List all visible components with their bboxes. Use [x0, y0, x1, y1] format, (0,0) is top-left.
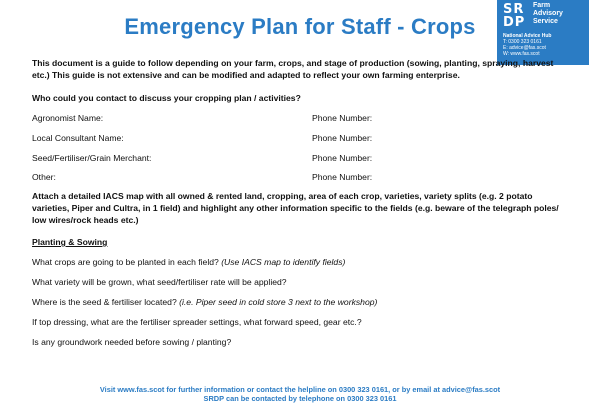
contact-label: Agronomist Name:	[32, 113, 104, 123]
contact-row	[32, 112, 373, 124]
contact-label: Seed/Fertiliser/Grain Merchant:	[32, 153, 152, 163]
contact-label: Other:	[32, 172, 56, 182]
logo-name-line: Advisory	[533, 10, 563, 17]
logo-letters	[503, 3, 529, 29]
page-title: Emergency Plan for Staff - Crops	[124, 14, 476, 39]
question-text: What variety will be grown, what seed/fertiliser rate will be applied?	[32, 277, 287, 287]
contacts-question: Who could you contact to discuss your cropping plan / activities?	[32, 93, 301, 103]
contact-phone-label: Phone Number:	[312, 153, 373, 163]
contact-phone-label: Phone Number:	[312, 172, 373, 182]
question-item	[32, 276, 287, 288]
question-text: If top dressing, what are the fertiliser spreader settings, what forward speed, gear etc.?	[32, 317, 362, 327]
contact-row	[32, 132, 373, 144]
contact-phone-label: Phone Number:	[312, 113, 373, 123]
question-text: Is any groundwork needed before sowing / planting?	[32, 337, 232, 347]
logo-web: W: www.fas.scot	[503, 51, 540, 57]
question-hint: (Use IACS map to identify fields)	[221, 257, 346, 267]
logo-contact	[503, 33, 589, 57]
question-text: Where is the seed & fertiliser located?	[32, 297, 180, 307]
footer-line: SRDP can be contacted by telephone on 0300 323 0161	[203, 394, 397, 403]
logo-name-line: Farm	[533, 2, 551, 9]
logo-letter: R	[513, 2, 525, 17]
question-item	[32, 256, 345, 268]
contact-label: Local Consultant Name:	[32, 133, 124, 143]
question-item	[32, 296, 377, 308]
question-item	[32, 336, 231, 348]
contact-phone-label: Phone Number:	[312, 133, 373, 143]
question-text: What crops are going to be planted in each field?	[32, 257, 222, 267]
map-instruction: Attach a detailed IACS map with all owned & rented land, cropping, area of each crop, varieties, variety splits (e.g. 2 potato varieties, Piper and Cultra, in 1 field) and highlight any other information specific to the fields (e.g. beware of the telegraph poles/ low wires/rock heads etc.)	[32, 191, 559, 225]
contact-row	[32, 152, 373, 164]
logo-phone: T: 0300 323 0161	[503, 39, 542, 45]
logo-name	[533, 2, 587, 26]
contact-row	[32, 171, 373, 183]
logo-letter: P	[514, 15, 526, 30]
intro-paragraph: This document is a guide to follow depending on your farm, crops, and stage of production (sowing, planting, spraying, harvest etc.) This guide is not extensive and can be modified and adapted to reflect your own farming enterprise.	[32, 58, 554, 80]
section-title: Planting & Sowing	[32, 237, 108, 247]
question-item	[32, 316, 362, 328]
logo-letter: S	[503, 2, 514, 17]
logo-name-line: Service	[533, 18, 558, 25]
fas-logo	[497, 0, 589, 65]
logo-letter: D	[503, 15, 515, 30]
logo-email: E: advice@fas.scot	[503, 45, 546, 51]
question-hint: (i.e. Piper seed in cold store 3 next to the workshop)	[179, 297, 378, 307]
logo-hub: National Advice Hub	[503, 33, 552, 39]
footer-line: Visit www.fas.scot for further information or contact the helpline on 0300 323 0161, or by email at advice@fas.scot	[99, 385, 501, 394]
